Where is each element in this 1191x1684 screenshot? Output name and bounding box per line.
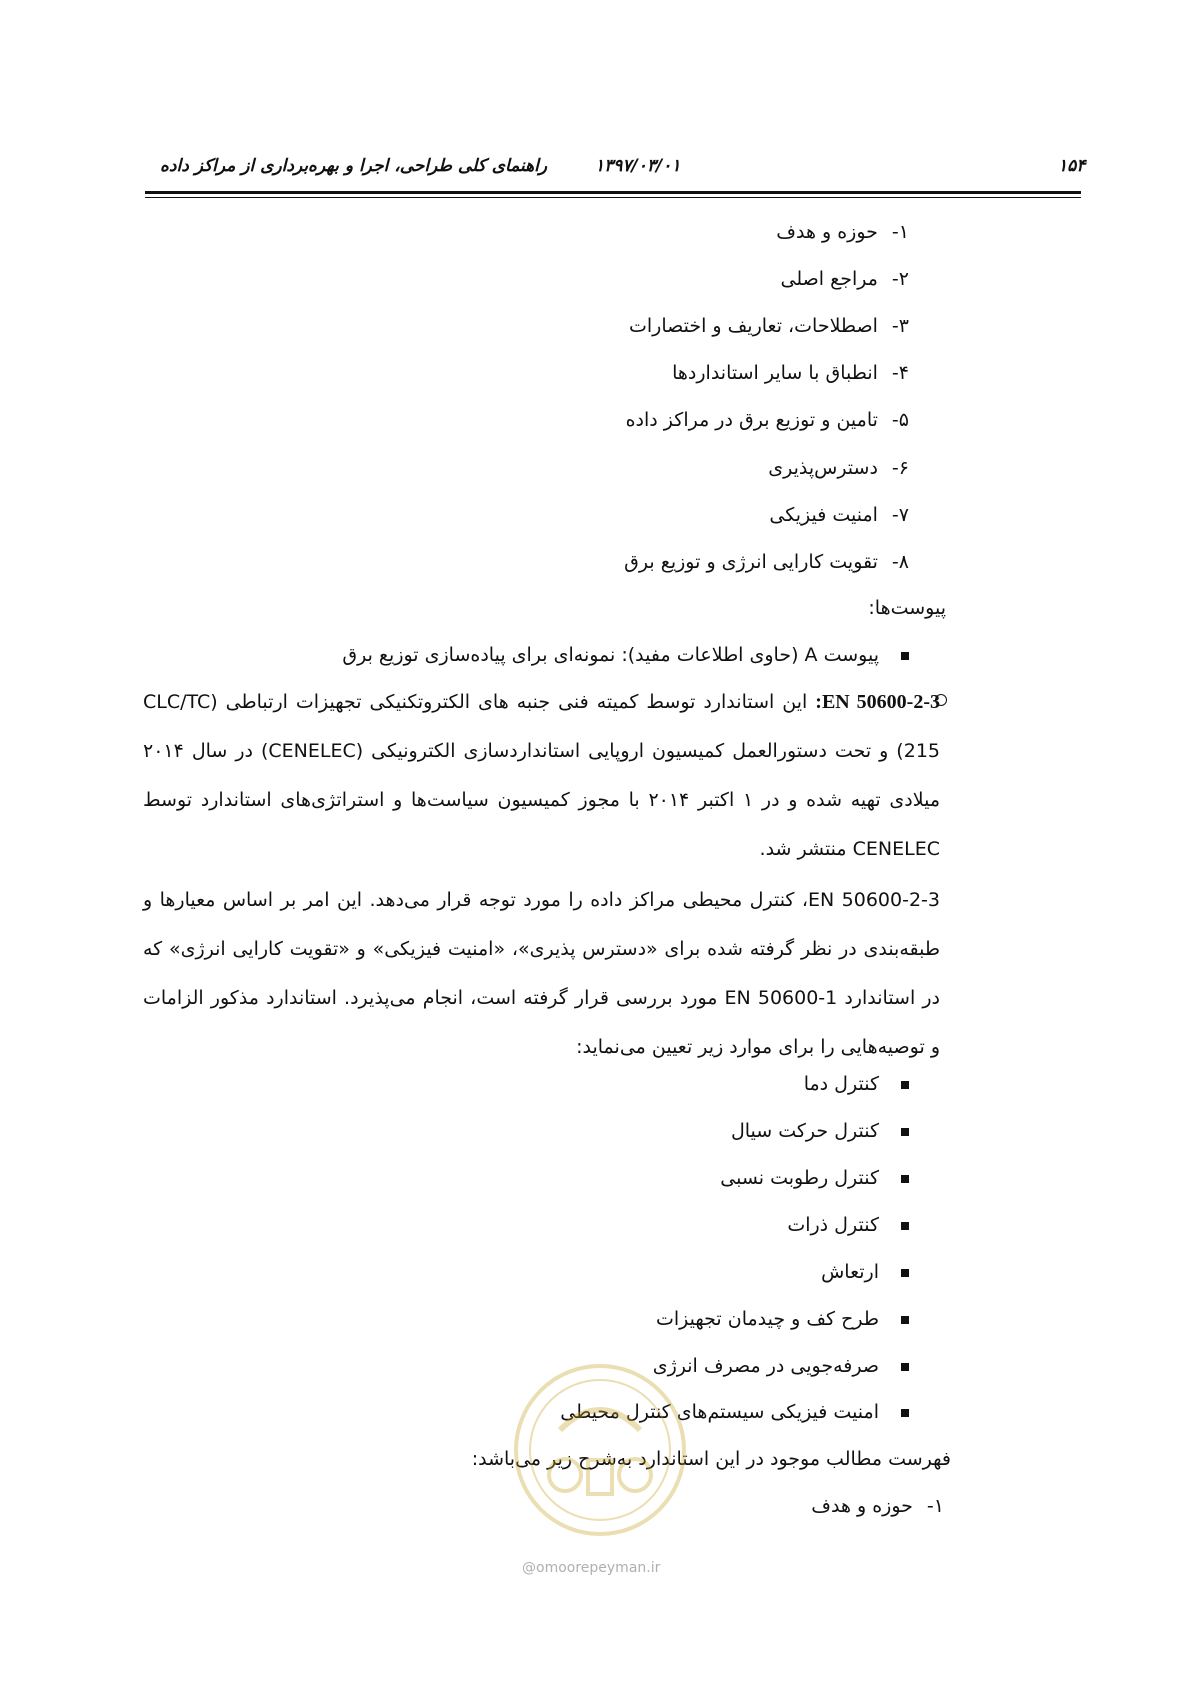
- square-bullet-icon: [901, 1175, 909, 1183]
- square-bullet-icon: [901, 1316, 909, 1324]
- item-text: کنترل حرکت سیال: [730, 1120, 879, 1142]
- standard-text: این استاندارد توسط کمیته فنی جنبه های الکتروتکنیکی تجهیزات ارتباطی (CLC/TC 215) و تحت دستورالعمل کمیسیون اروپایی استانداردسازی الکترونیکی (CENELEC) در سال ۲۰۱۴ میلادی تهیه شده و در ۱ اکتبر ۲۰۱۴ با مجوز کمیسیون سیاست‌ها و استراتژی‌های استاندارد توسط CENELEC منتشر شد.: [143, 691, 940, 860]
- item-number: ۷-: [891, 504, 909, 526]
- list-item: [781, 265, 909, 293]
- list-item: [821, 1258, 909, 1286]
- item-number: ۵-: [891, 409, 909, 431]
- page-number: ۱۵۴: [1058, 156, 1086, 176]
- list-item: [804, 1070, 909, 1098]
- square-bullet-icon: [901, 1269, 909, 1277]
- standard-paragraph: [143, 678, 940, 874]
- item-text: دسترس‌پذیری: [768, 457, 878, 479]
- appendix-item: [342, 641, 909, 669]
- list-item: [656, 1305, 909, 1333]
- item-number: ۳-: [891, 315, 909, 337]
- list-item: [768, 454, 909, 482]
- standard-code: EN 50600-2-3:: [815, 691, 940, 713]
- item-text: صرفه‌جویی در مصرف انرژی: [652, 1355, 879, 1377]
- list-item: [672, 359, 909, 387]
- header-rule-thin: [145, 197, 1081, 198]
- description-paragraph: EN 50600-2-3، کنترل محیطی مراکز داده را مورد توجه قرار می‌دهد. این امر بر اساس معیارها و طبقه‌بندی در نظر گرفته شده برای «دسترس پذیری»، «امنیت فیزیکی» و «تقویت کارایی انرژی» که در استاندارد EN 50600-1 مورد بررسی قرار گرفته است، انجام می‌پذیرد. استاندارد مذکور الزامات و توصیه‌هایی را برای موارد زیر تعیین می‌نماید:: [143, 889, 940, 1058]
- watermark-seal-icon: [510, 1360, 690, 1540]
- list-item: [626, 406, 909, 434]
- item-number: ۸-: [891, 551, 909, 573]
- item-text: انطباق با سایر استانداردها: [672, 362, 878, 384]
- item-number: ۶-: [891, 457, 909, 479]
- item-number: ۴-: [891, 362, 909, 384]
- item-text: اصطلاحات، تعاریف و اختصارات: [629, 315, 878, 337]
- watermark-site: @omoorepeyman.ir: [522, 1560, 661, 1576]
- list-item: [731, 1117, 909, 1145]
- square-bullet-icon: [901, 1363, 909, 1371]
- square-bullet-icon: [901, 1128, 909, 1136]
- item-text: طرح کف و چیدمان تجهیزات: [656, 1308, 879, 1330]
- square-bullet-icon: [901, 1081, 909, 1089]
- item-text: امنیت فیزیکی: [769, 504, 878, 526]
- item-number: ۲-: [891, 268, 909, 290]
- header-title: راهنمای کلی طراحی، اجرا و بهره‌برداری از مراکز داده: [160, 156, 548, 176]
- item-text: حوزه و هدف: [776, 221, 878, 243]
- item-text: کنترل رطوبت نسبی: [720, 1167, 879, 1189]
- item-number: ۱-: [926, 1495, 944, 1517]
- appendices-label: پیوست‌ها:: [868, 597, 946, 619]
- square-bullet-icon: [901, 652, 909, 660]
- square-bullet-icon: [901, 1409, 909, 1417]
- list-item: [653, 1352, 909, 1380]
- item-text: امنیت فیزیکی سیستم‌های کنترل محیطی: [560, 1401, 879, 1423]
- list-item: [776, 218, 909, 246]
- appendix-text: پیوست A (حاوی اطلاعات مفید): نمونه‌ای برای پیاده‌سازی توزیع برق: [342, 644, 879, 666]
- item-text: تامین و توزیع برق در مراکز داده: [625, 409, 878, 431]
- item-text: کنترل ذرات: [787, 1214, 879, 1236]
- item-text: تقویت کارایی انرژی و توزیع برق: [624, 551, 878, 573]
- item-text: کنترل دما: [803, 1073, 879, 1095]
- list-item: [769, 501, 909, 529]
- header-rule: [145, 191, 1081, 194]
- square-bullet-icon: [901, 1222, 909, 1230]
- list-item: [720, 1164, 909, 1192]
- contents-label: فهرست مطالب موجود در این استاندارد به‌شرح زیر می‌باشد:: [471, 1448, 951, 1470]
- list-item: [629, 312, 909, 340]
- item-text: حوزه و هدف: [811, 1495, 913, 1517]
- item-text: ارتعاش: [821, 1261, 879, 1283]
- item-number: ۱-: [891, 221, 909, 243]
- list-item: [787, 1211, 909, 1239]
- list-item: [811, 1492, 944, 1520]
- list-item: [624, 548, 909, 576]
- header-date: ۱۳۹۷/۰۳/۰۱: [595, 156, 681, 176]
- item-text: مراجع اصلی: [780, 268, 878, 290]
